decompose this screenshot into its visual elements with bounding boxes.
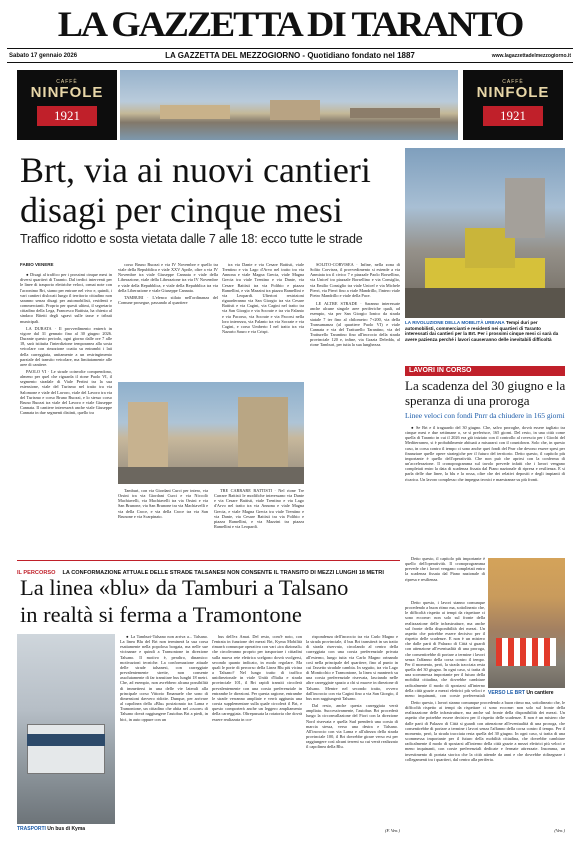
- second-col-2: [212, 634, 302, 834]
- second-col-2-p1: bus dell'ex Amat. Del resto, com'è noto, con l'entrata in funzione dei mezzi Brt, Kyma Mobilità rimarrà comunque operativa con vari «tra dizionali» che circoleranno proprio per trasportare i cittadini sulla nuova rete elettrica scelgono dovrà svolgersi, secondo quanto indicato, in modo regolare. Ma quali le porte di percorso della Linea Blu più vicina a Talsano? Nel lungo tratto di traffico unidirezionale in viale Unità d'Italia e strada provinciale 101, il Brt rapidi transiti circolerà prevalentemente con una corsia preferenziale in entrambe le direzioni. Per questa ragione, entrambe le strade verranno ampliate e verrà aggiunta una corsia supplementare sulla quale circolerà il Brt, e questo comporterà anche un leggero ampliamento della carreggiata. Oltrepassata la rotatoria che dovrà essere realizzata in cor-: [212, 634, 302, 722]
- second-col-3: [306, 634, 398, 824]
- masthead-rule-bottom: [7, 62, 573, 63]
- cantiere-caption-label: LA RIVOLUZIONE DELLA MOBILITÀ URBANA: [405, 320, 505, 325]
- lead-col-3: [222, 262, 304, 382]
- cantiere-photo: [405, 148, 565, 318]
- masthead-tagline: LA GAZZETTA DEL MEZZOGIORNO - Quotidiano fondato nel 1887: [165, 51, 415, 60]
- second-signature: (F. Ven.): [384, 828, 400, 833]
- second-headline-line1: La linea «blu» da Tamburi a Talsano: [20, 575, 349, 600]
- lead-author: FABIO VENERE: [20, 262, 54, 267]
- side-photo: [488, 558, 565, 688]
- lead-subhead: Traffico ridotto e sosta vietata dalle 7 alle 18: ecco tutte le strade: [20, 232, 363, 246]
- lead-headline: [20, 150, 400, 230]
- ad-right-year: 1921: [483, 106, 543, 126]
- masthead-url[interactable]: www.lagazzettadelmezzogiorno.it: [491, 53, 571, 59]
- lead-col-2-bottom: [118, 488, 304, 552]
- side-photo-label: VERSO LE BRT: [488, 690, 525, 696]
- lead-col-4-p2: LE ALTRE STRADE · Saranno interessate anche alcune singole aree periferiche quali, ad esempio, via per San Giorgio Ionico da strada statale 7 ter fino al chilometro 7+200, via della Transumanza (al quartiere Paolo VI) e viale Cannata e via del Tratturello Tarantino, via del Tratturello Tarantino fino all'incrocio della strada provinciale 120 e, infine, via Grazia Deledda, al rione Tamburi, per tutta la sua lunghezza.: [310, 301, 400, 348]
- side-col-3: [405, 600, 485, 698]
- bus-caption-text: Un bus di Kyma: [47, 826, 86, 832]
- band-text: LA CONFORMAZIONE ATTUALE DELLE STRADE TALSANESI NON CONSENTE IL TRANSITO DI MEZZI LUNGHI 18 METRI: [62, 570, 384, 576]
- bus-caption: [17, 826, 117, 832]
- lead-col-1-p3: PAOLO VI · Le strade coinvolte comprendono, almeno per quel che riguarda il rione Paolo VI, il segmento stradale di Viale Pertini tra la sua estensione, viale del Turismo nel tratto tra via Salomone e viale del Lavoro, viale del Lavoro tra via del Turismo e corso Bruno Buozzi, e lo stesso corso Bruno Buozzi tra viale del Lavoro e viale Giuseppe Cannata. Il cantiere interesserà anche viale Giuseppe Cannata in due segmenti distinti, quello tra: [20, 368, 112, 416]
- bus-photo: [17, 634, 115, 824]
- masthead: [0, 0, 580, 70]
- side-col-4: [405, 700, 565, 824]
- lead-col-2-p2: TAMBURI · L'elenco stilato nell'ordinanza del Comune prosegue, passando al quartiere: [118, 294, 218, 306]
- ad-left-brand: NINFOLE: [30, 84, 104, 101]
- ad-left[interactable]: [17, 70, 117, 140]
- side-kicker-bar: [405, 366, 565, 376]
- band-kicker: IL PERCORSO: [17, 570, 56, 576]
- ad-right-brand: NINFOLE: [476, 84, 550, 101]
- second-col-3-p1: rispondenza dell'incrocio tra via Carlo Magno e la strada provinciale, il bus Brt transiterà in un tratto di strada riservato, circolando al centro della carreggiata con una corsia preferenziale privata all'esterno, lungo tutta via Carlo Magno orinando così nella principale del quartiere, fino al punto in cui l'assetto stradale cambia. In seguito, tra via Lago di Monticchio e Tramontone, la linea si manterrà su una corsia preferenziale riservata, lasciando nelle altre carreggiate spazio a chi si muove in direzione di Talsano. Mentre nel secondo tratto, ovvero dall'incrocio con via Cagini fino a via San Giorgio, il bus non raggiungerà Talsano.: [306, 634, 398, 701]
- second-col-1-p1: ● La Tamburi-Talsano non arriva a... Talsano. La linea Blu del Brt non terminerà la sua corsa esattamente nella popolosa borgata, ma nelle sue vicinanze e quindi a Tramontone in direzione Talsano. Il motivo è, peraltro, dinamico: motivazioni tecniche. La conformazione attuale delle strade talsanesi, con carreggiate prevalentemente strette, non consente assolutamente di far transitare bus lunghi 18 metri. Che, ad esempio, non avrebbero alcuna possibilità di immettersi in una delle vie laterali alla principale corso Vittorio Emanuele che sono di dimensioni davvero ridotte. Dunque, per arrivare al capolinea della «Blu» posizionato tra Lama e Tramontone, un cittadino che abita nel «cuore» di Talsano dovrà raggiungere l'autobus Brt a piedi, in bici, in auto oppure con un: [120, 634, 208, 722]
- lead-col-2-p1: corso Bruno Buozzi e via IV Novembre e quello tra viale della Repubblica e viale XXV Aprile, oltre a via IV Novembre tra viale Giuseppe Cannata e viale della Liberazione, viale della Liberazione tra via IV Novembre e viale della Repubblica, e viale della Repubblica tra via della Liberazione e viale Giuseppe Cannata.: [118, 262, 218, 293]
- ad-left-year: 1921: [37, 106, 97, 126]
- side-signature: (Ven.): [554, 828, 565, 833]
- side-col-1-p1: ● Se Brt e il traguardo del 30 giugno. Che, salvo proroghe, dovrà essere tagliato tra cinque mesi e due settimane o, se si preferisce, 165 giorni. Del resto, in una città come quella di Taranto in cui il 2026 era già iniziato con il controllo al rovescio per i Giochi del Mediterraneo, si è probabilmente abituati a misurarsi con il countdown. Solo che, in questo caso, in corsa contro il tempo ci sono anche quei fondi del Pnrr che devono essere spesi per finanziare quelle opere strategiche per il futuro del territorio. Detto questo, il capitolo più importante è quello dell'operatività. Che non può che aprirsi con la conferma di un'accelerazione. Il cronoprogramma sul tavolo prevede infatti che i lavori vengano completati entro la data di scadenza fissata dal Piano nazionale di ripresa e resilienza. E si parla delle due linee, la blu e la rossa, oltre che dei relativi depositi e degli impianti di ricarica. Un lavoro complesso che impegna tecnici e maestranze su più fronti.: [405, 425, 565, 482]
- side-headline: La scadenza del 30 giugno e la speranza di una proroga: [405, 378, 566, 408]
- ad-left-small: CAFFÈ: [56, 79, 78, 85]
- lead-headline-line1: Brt, via ai nuovi cantieri: [20, 150, 371, 190]
- band-bar: [17, 560, 400, 576]
- second-col-1: [120, 634, 208, 834]
- lead-col-2: [118, 262, 218, 382]
- side-photo-caption-text: Un cantiere: [526, 690, 554, 696]
- side-col-4-p1: Detto questo, i lavori stanno comunque procedendo a buon ritmo ma, sottolineato che, le difficoltà rispetto ai tempi da rispettare ci sono eccome: non solo sul fronte della realizzazione delle infrastrutture, ma anche sul fronte della disponibilità dei mezzi. Un aspetto che potrebbe essere decisivo per il rispetto delle scadenze. E non è un mistero che dalle parti di Palazzo di Città si guardi con attenzione all'eventualità di una proroga, che consentirebbe di portare a termine i lavori senza l'affanno della corsa contro il tempo. Per il momento, però, la strada tracciata resta quella del 30 giugno. In ogni caso, si tratta di una scommessa importante per il futuro della mobilità cittadina, che dovrebbe cambiare radicalmente il modo di spostarsi all'interno della città grazie a mezzi elettrici più veloci e meno inquinanti, con corsie preferenziali dedicate e fermate attrezzate. Insomma, un investimento di portata storica che la città attende da anni e che dovrebbe ridisegnare i collegamenti tra i quartieri, dal centro alla periferia.: [405, 700, 565, 762]
- lead-col-1: [20, 262, 112, 552]
- side-col-1: [405, 425, 565, 553]
- side-col-3-p1: Detto questo, i lavori stanno comunque procedendo a buon ritmo ma, sottolineato che, le difficoltà rispetto ai tempi da rispettare ci sono eccome: non solo sul fronte della realizzazione delle infrastrutture, ma anche sul fronte della disponibilità dei mezzi. Un aspetto che potrebbe essere decisivo per il rispetto delle scadenze. E non è un mistero che dalle parti di Palazzo di Città si guardi con attenzione all'eventualità di una proroga, che consentirebbe di portare a termine i lavori senza l'affanno della corsa contro il tempo. Per il momento, però, la strada tracciata resta quella del 30 giugno. In ogni caso, si tratta di una scommessa importante per il futuro della mobilità cittadina, che dovrebbe cambiare radicalmente il modo di spostarsi all'interno della città grazie a mezzi elettrici più veloci e meno inquinanti, con corsie preferenziali: [405, 600, 485, 698]
- bus-caption-label: TRASPORTI: [17, 826, 46, 832]
- second-headline-line2: in realtà si ferma a Tramontone: [20, 602, 302, 627]
- masthead-date: Sabato 17 gennaio 2026: [9, 53, 78, 59]
- lead-col-1-p1: ● Disagi al traffico per i prossimi cinque mesi in diversi quartieri di Taranto. Dal tredici interventi per le linee di trasporto elettriche veloci, ormai note con l'acronimo Brt, siamo per entrare nel vivo e, quindi, i vari cantieri dislocati lungo il territorio cittadino non saranno senza disagi per automobilisti, residenti e commercianti. Proprio per questi ultimi, il segretario cittadino della Lega, Francesco Battista, ha chiesto al sindaco Bitetti degli sgravi sulle tasse e tributi municipali.: [20, 272, 112, 324]
- masthead-title: LA GAZZETTA DI TARANTO: [57, 4, 523, 44]
- second-headline: [20, 574, 400, 628]
- lead-headline-line2: disagi per cinque mesi: [20, 190, 343, 230]
- lead-col-2-p4: TRE CARRARE BATTISTI · Nel rione Tre Carrare Battisti le modifiche interessano via Dante e via Cesare Battisti, viale Trentino e via Lago d'Arvo nel tratto tra via Annona e viale Magna Grecia, e viale Magna Grecia tra viale Trentino e via Dante, via Cesare Battisti tra via Polibio e piazza Ramellini, e via Mazzini tra piazza Ramellini e via Leopardi.: [214, 488, 304, 530]
- header-photo: [120, 70, 458, 140]
- side-subhead: Linee veloci con fondi Pnrr da chiudere in 165 giorni: [405, 411, 565, 420]
- lead-col-1-p2: LA DURATA · Il provvedimento entrerà in vigore dal 31 gennaio fino al 30 giugno 2026. Durante questo periodo, ogni giorno dalle ore 7 alle 18, sarà istituita l'interdizione temporanea alla sosta veicolare con rimozione coatta su entrambi i lati della carreggiata, unitamente a un restringimento parziale del transito veicolare, ma limitatamente alle aree di cantiere.: [20, 325, 112, 367]
- second-col-3-p2: Dal resto, anche questa carreggiata verrà ampliata. Successivamente, l'autobus Brt procederà lungo la circonvallazione del Fiori con la direzione Nord riservata e quella Sud prenderà una corsia di marcia stessa, verso una destra e Talsano. All'incrocio con via Lama e all'altezza della strada provinciale 100, il Brt dovrebbe girare verso est per raggiungere così alcuni terreni su cui verrà realizzato il capolinea della Blu.: [306, 703, 398, 750]
- street-photo: [118, 382, 304, 484]
- side-col-2: [405, 556, 485, 600]
- lead-col-4-p1: SOLITO-CORVISEA · Infine, nella zona di Solito Corvisea, il provvedimento si estende a via Anmiata tra il civico 7 e piazzale Paolo Borsellino, via Unicef tra piazzale Borsellino e via Consiglio, via Emilio Consiglio tra viale Unicef e via Michele Pierri, via Pierri fino a viale Mandrillo, l'intero viale Pietro Mandrillo e viale della Pace.: [310, 262, 400, 298]
- lead-col-3-p1: tra via Dante e via Cesare Battisti, viale Trentino e via Lago d'Arvo nel tratto tra via Annona e viale Magna Grecia, viale Magna Grecia tra viale Trentino e via Dante, via Cesare Battisti tra via Polibio e piazza Ramellini, e via Mazzini tra piazza Ramellini e via Leopardi. Ulteriori restrizioni riguarderanno via San Giorgio tra via Cesare Battisti e via Cagini, via Cagini nel tratto tra via San Giorgio e via Socrate e tra via Falanto e via Pacorso, via Socrate e via Pacorsi nella loro interezza, via Falanto tra via Socrate e via Cagini, e corso Umberto I nel tratto tra via Nazario Sauro e via Crispi.: [222, 262, 304, 335]
- ad-right[interactable]: [463, 70, 563, 140]
- masthead-rule: [7, 48, 573, 49]
- cantiere-caption-text: Tempi duri per automobilisti, commercianti e residenti nei quartieri di Taranto interessati dai cantieri per la Brt. Per i prossimi cinque mesi ci sarà da avere pazienza perché i lavori causeranno delle inevitabili difficoltà: [405, 320, 559, 342]
- ad-right-small: CAFFÈ: [502, 79, 524, 85]
- side-kicker: LAVORI IN CORSO: [409, 367, 472, 374]
- lead-col-2-p3: Tamburi, con via Giordani Curci per intero, via Orsini tra via Giordani Curci e via Niccolò Machiavelli, via Machiavelli tra via Orsini e via San Brunone, via San Brunone tra via Machiavelli e via della Croce, e via della Croce tra via San Brunone e via Scarpinato.: [118, 488, 208, 519]
- side-col-2-p1: Detto questo, il capitolo più importante è quello dell'operatività. Il cronoprogramma prevede che i lavori vengano completati entro la scadenza fissata dal Piano nazionale di ripresa e resilienza.: [405, 556, 485, 582]
- cantiere-caption: [405, 320, 565, 342]
- side-photo-caption: [488, 690, 565, 696]
- lead-col-4: [310, 262, 400, 552]
